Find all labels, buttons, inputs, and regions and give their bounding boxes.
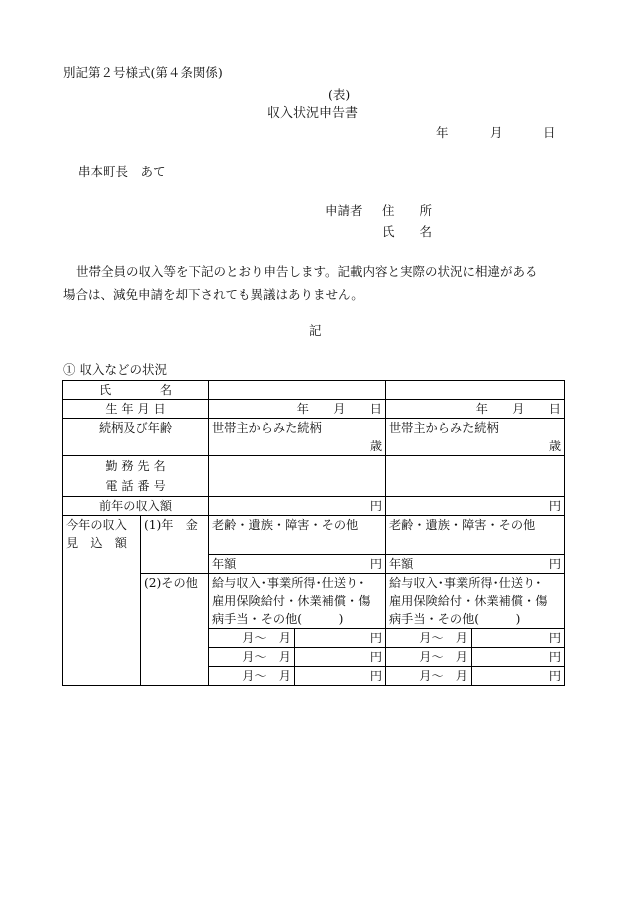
annual-cell-1[interactable]	[209, 555, 386, 574]
other-types-1[interactable]	[209, 574, 386, 629]
declaration	[63, 260, 568, 306]
annual-yen-1: 円	[369, 557, 382, 571]
month-yen-1b[interactable]: 円	[295, 648, 386, 667]
other-line3-1: 病手当・その他( )	[212, 612, 344, 626]
table-row	[63, 381, 565, 400]
date-month: 月	[490, 125, 503, 140]
applicant-label: 申請者	[325, 203, 363, 218]
annual-yen-2: 円	[548, 557, 561, 571]
name-cell-2[interactable]	[386, 381, 565, 400]
other-line2-2: 雇用保険給付・休業補償・傷	[389, 594, 548, 608]
month-yen-1a[interactable]: 円	[295, 629, 386, 648]
relation-cell-2[interactable]	[386, 419, 565, 456]
other-types-2[interactable]	[386, 574, 565, 629]
work-label: 勤 務 先 名	[105, 459, 166, 473]
ki-mark: 記	[309, 323, 322, 338]
prev-income-label: 前年の収入額	[63, 497, 209, 516]
address-label: 住 所	[382, 203, 433, 218]
other-label: (2)その他	[141, 574, 209, 686]
relation-text-2: 世帯主からみた続柄	[389, 421, 499, 435]
month-yen-2b[interactable]: 円	[472, 648, 565, 667]
pension-label: (1)年 金	[141, 516, 209, 574]
annual-cell-2[interactable]	[386, 555, 565, 574]
month-range-2c[interactable]: 月～ 月	[386, 667, 472, 686]
table-row	[63, 497, 565, 516]
this-year-label-2: 見 込 額	[66, 536, 127, 550]
birth-row-label: 生 年 月 日	[63, 400, 209, 419]
month-range-1a[interactable]: 月～ 月	[209, 629, 295, 648]
table-row	[63, 400, 565, 419]
pension-types-2[interactable]: 老齢・遺族・障害・その他	[386, 516, 565, 555]
month-range-2b[interactable]: 月～ 月	[386, 648, 472, 667]
this-year-label-1: 今年の収入	[66, 518, 127, 532]
section1-title: ① 収入などの状況	[63, 362, 167, 377]
annual-label-2: 年額	[389, 557, 414, 571]
month-range-1c[interactable]: 月～ 月	[209, 667, 295, 686]
name-label: 氏 名	[382, 224, 433, 239]
work-cell-2[interactable]	[386, 456, 565, 497]
birth-cell-2[interactable]: 年 月 日	[386, 400, 565, 419]
table-row	[63, 419, 565, 456]
declaration-line1: 世帯全員の収入等を下記のとおり申告します。記載内容と実際の状況に相違がある	[76, 264, 538, 279]
declaration-line2: 場合は、減免申請を却下されても異議はありません。	[63, 287, 364, 302]
relation-row-label: 続柄及び年齢	[63, 419, 209, 456]
other-line2-1: 雇用保険給付・休業補償・傷	[212, 594, 371, 608]
month-yen-2c[interactable]: 円	[472, 667, 565, 686]
other-line3-2: 病手当・その他( )	[389, 612, 521, 626]
this-year-label	[63, 516, 141, 686]
table-row	[63, 516, 565, 555]
phone-label: 電 話 番 号	[105, 479, 166, 493]
document-title: 収入状況申告書	[267, 106, 359, 121]
income-table	[62, 380, 565, 686]
month-yen-1c[interactable]: 円	[295, 667, 386, 686]
annual-label-1: 年額	[212, 557, 237, 571]
prev-income-cell-2[interactable]: 円	[386, 497, 565, 516]
month-range-1b[interactable]: 月～ 月	[209, 648, 295, 667]
other-line1-1: 給与収入･事業所得･仕送り･	[212, 576, 365, 590]
name-row-label: 氏 名	[63, 381, 209, 400]
month-range-2a[interactable]: 月～ 月	[386, 629, 472, 648]
name-cell-1[interactable]	[209, 381, 386, 400]
date-day: 日	[543, 125, 556, 140]
front-mark: (表)	[328, 87, 351, 102]
work-phone-label	[63, 456, 209, 497]
age-unit-1: 歳	[369, 439, 382, 453]
month-yen-2a[interactable]: 円	[472, 629, 565, 648]
prev-income-cell-1[interactable]: 円	[209, 497, 386, 516]
pension-types-1[interactable]: 老齢・遺族・障害・その他	[209, 516, 386, 555]
other-line1-2: 給与収入･事業所得･仕送り･	[389, 576, 542, 590]
table-row	[63, 456, 565, 497]
date-year: 年	[436, 125, 449, 140]
work-cell-1[interactable]	[209, 456, 386, 497]
relation-text-1: 世帯主からみた続柄	[212, 421, 322, 435]
form-id: 別記第２号様式(第４条関係)	[63, 65, 223, 80]
age-unit-2: 歳	[548, 439, 561, 453]
addressee: 串本町長 あて	[78, 164, 166, 179]
birth-cell-1[interactable]: 年 月 日	[209, 400, 386, 419]
relation-cell-1[interactable]	[209, 419, 386, 456]
